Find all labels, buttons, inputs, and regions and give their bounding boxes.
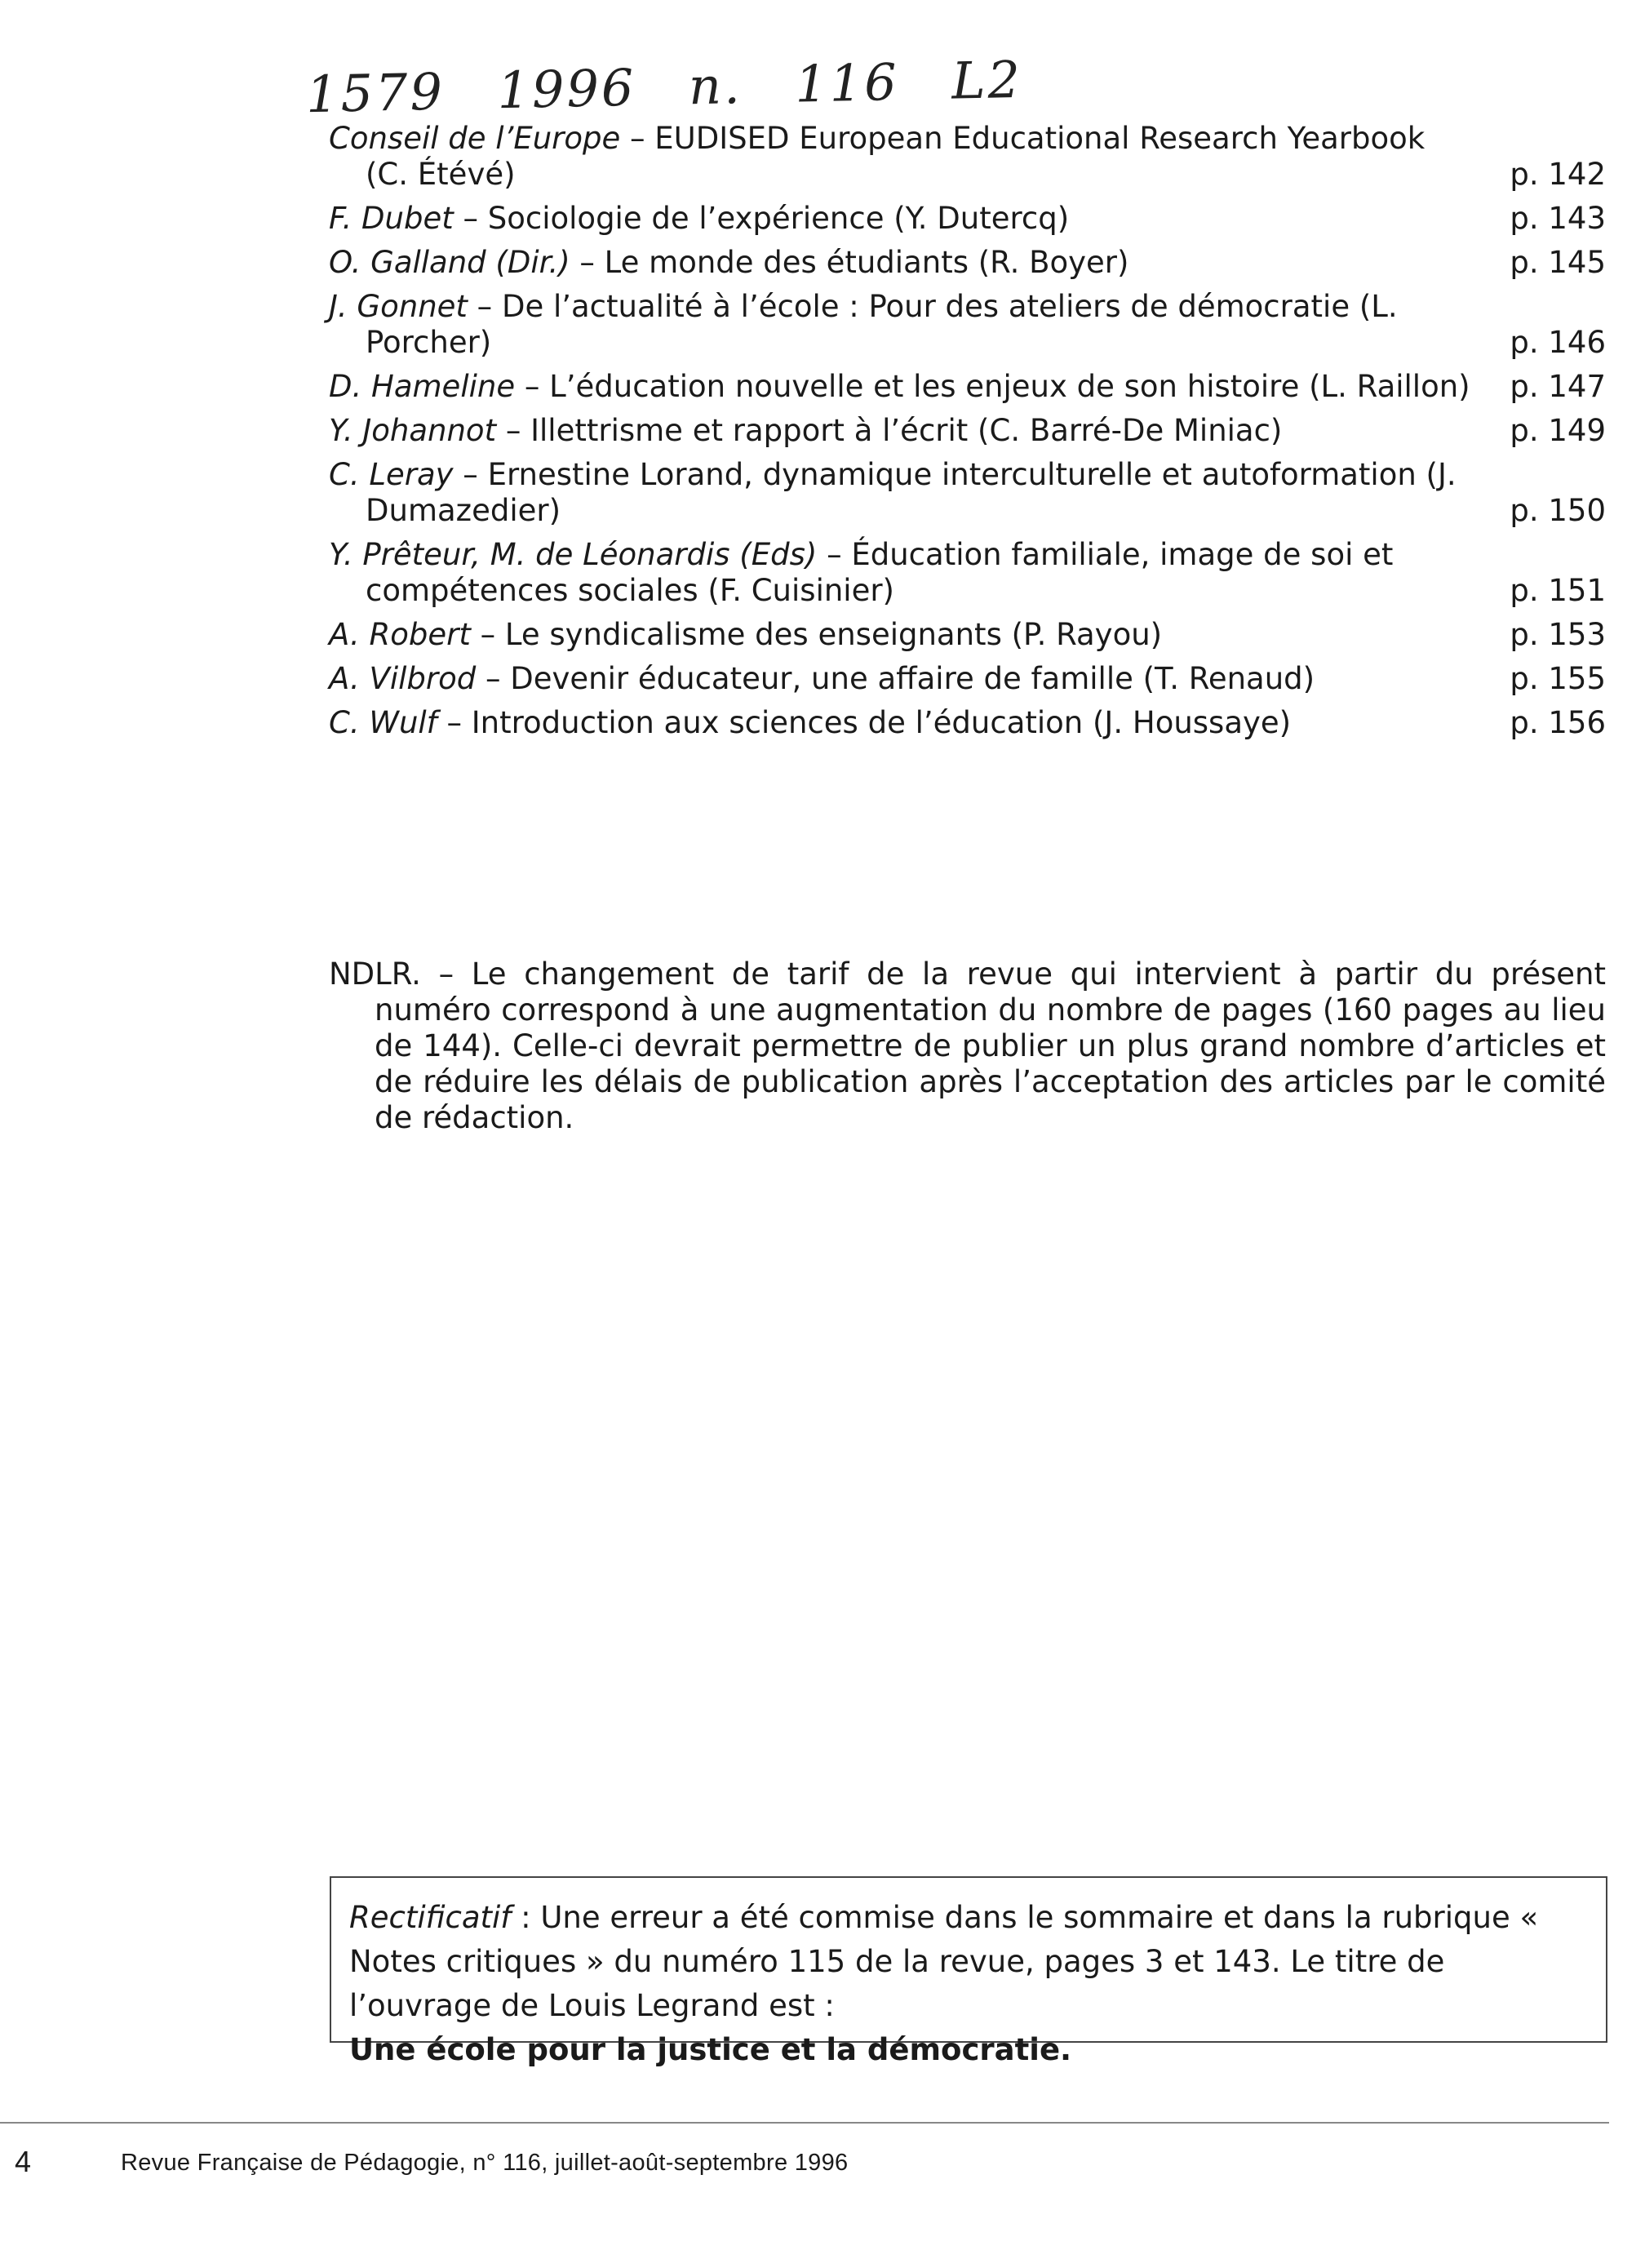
toc-author: A. Robert [329,617,471,652]
toc-entry-text [329,201,1475,237]
review-index [329,121,1606,749]
toc-entry-text [329,121,1475,193]
toc-dash: – [620,121,655,156]
toc-author: Y. Johannot [329,413,497,448]
toc-page: p. 153 [1510,617,1606,652]
toc-entry [329,661,1606,697]
page-number: 4 [15,2145,32,2178]
toc-author: C. Leray [329,457,454,492]
toc-author: D. Hameline [329,369,516,404]
toc-entry [329,289,1606,361]
toc-page: p. 146 [1510,325,1606,360]
toc-page: p. 142 [1510,157,1606,192]
toc-entry-text [329,369,1475,405]
correction-box [330,1876,1607,2067]
toc-entry [329,245,1606,281]
toc-entry-text [329,537,1475,609]
toc-title: De l’actualité à l’école : Pour des ateliers de démocratie (L. Porcher) [366,289,1398,360]
handwritten-annotation: 1579 1996 n. 116 L2 [305,49,1023,125]
toc-page: p. 155 [1510,661,1606,696]
toc-title: Le monde des étudiants (R. Boyer) [604,245,1129,280]
toc-entry [329,201,1606,237]
toc-page: p. 143 [1510,201,1606,236]
toc-dash: – [453,201,488,236]
toc-entry [329,537,1606,609]
toc-title: Illettrisme et rapport à l’écrit (C. Barré-De Miniac) [530,413,1283,448]
toc-dash: – [476,661,511,696]
toc-title: L’éducation nouvelle et les enjeux de son histoire (L. Raillon) [549,369,1470,404]
toc-dash: – [470,617,505,652]
toc-dash: – [437,705,472,740]
toc-entry [329,617,1606,653]
toc-entry [329,369,1606,405]
toc-author: O. Galland (Dir.) [329,245,570,280]
toc-title: Éducation familiale, image de soi et compétences sociales (F. Cuisinier) [366,537,1394,608]
toc-page: p. 151 [1510,573,1606,608]
toc-entry [329,413,1606,449]
toc-entry [329,457,1606,529]
toc-entry-text [329,617,1475,653]
editorial-note: NDLR. – Le changement de tarif de la revue qui intervient à partir du présent numéro correspond à une augmentation du nombre de pages (160 pages au lieu de 144). Celle-ci devrait permettre de publier un plus grand nombre d’articles et de réduire les délais de publication après l’acceptation des articles par le comité de rédaction. [329,956,1606,1135]
toc-title: Devenir éducateur, une affaire de famille (T. Renaud) [510,661,1315,696]
toc-entry [329,705,1606,741]
toc-page: p. 147 [1510,369,1606,404]
toc-entry-text [329,245,1475,281]
toc-entry [329,121,1606,193]
toc-author: F. Dubet [329,201,454,236]
correction-body: : Une erreur a été commise dans le sommaire et dans la rubrique « Notes critiques » du numéro 115 de la revue, pages 3 et 143. Le titre de l’ouvrage de Louis Legrand est : [349,1900,1539,2023]
toc-page: p. 149 [1510,413,1606,448]
toc-entry-text [329,661,1475,697]
toc-dash: – [570,245,605,280]
toc-entry-text [329,413,1475,449]
toc-author: Y. Prêteur, M. de Léonardis (Eds) [329,537,818,572]
toc-title: Ernestine Lorand, dynamique interculturelle et autoformation (J. Dumazedier) [366,457,1457,528]
toc-dash: – [453,457,488,492]
journal-footer: Revue Française de Pédagogie, n° 116, juillet-août-septembre 1996 [121,2150,849,2176]
toc-dash: – [496,413,531,448]
footer-rule [0,2122,1609,2124]
toc-author: J. Gonnet [329,289,468,324]
toc-entry-text [329,705,1475,741]
toc-title: Sociologie de l’expérience (Y. Dutercq) [487,201,1070,236]
toc-dash: – [467,289,502,324]
toc-author: Conseil de l’Europe [329,121,621,156]
toc-author: A. Vilbrod [329,661,477,696]
correction-book-title: Une école pour la justice et la démocratie. [349,2032,1072,2067]
toc-entry-text [329,289,1475,361]
toc-page: p. 145 [1510,245,1606,280]
toc-title: Introduction aux sciences de l’éducation (J. Houssaye) [471,705,1292,740]
toc-entry-text [329,457,1475,529]
toc-page: p. 150 [1510,493,1606,528]
toc-dash: – [515,369,550,404]
toc-title: EUDISED European Educational Research Yearbook (C. Étévé) [366,121,1426,192]
toc-author: C. Wulf [329,705,437,740]
correction-lead: Rectificatif [349,1900,512,1935]
toc-page: p. 156 [1510,705,1606,740]
toc-dash: – [817,537,852,572]
toc-title: Le syndicalisme des enseignants (P. Rayou) [504,617,1163,652]
